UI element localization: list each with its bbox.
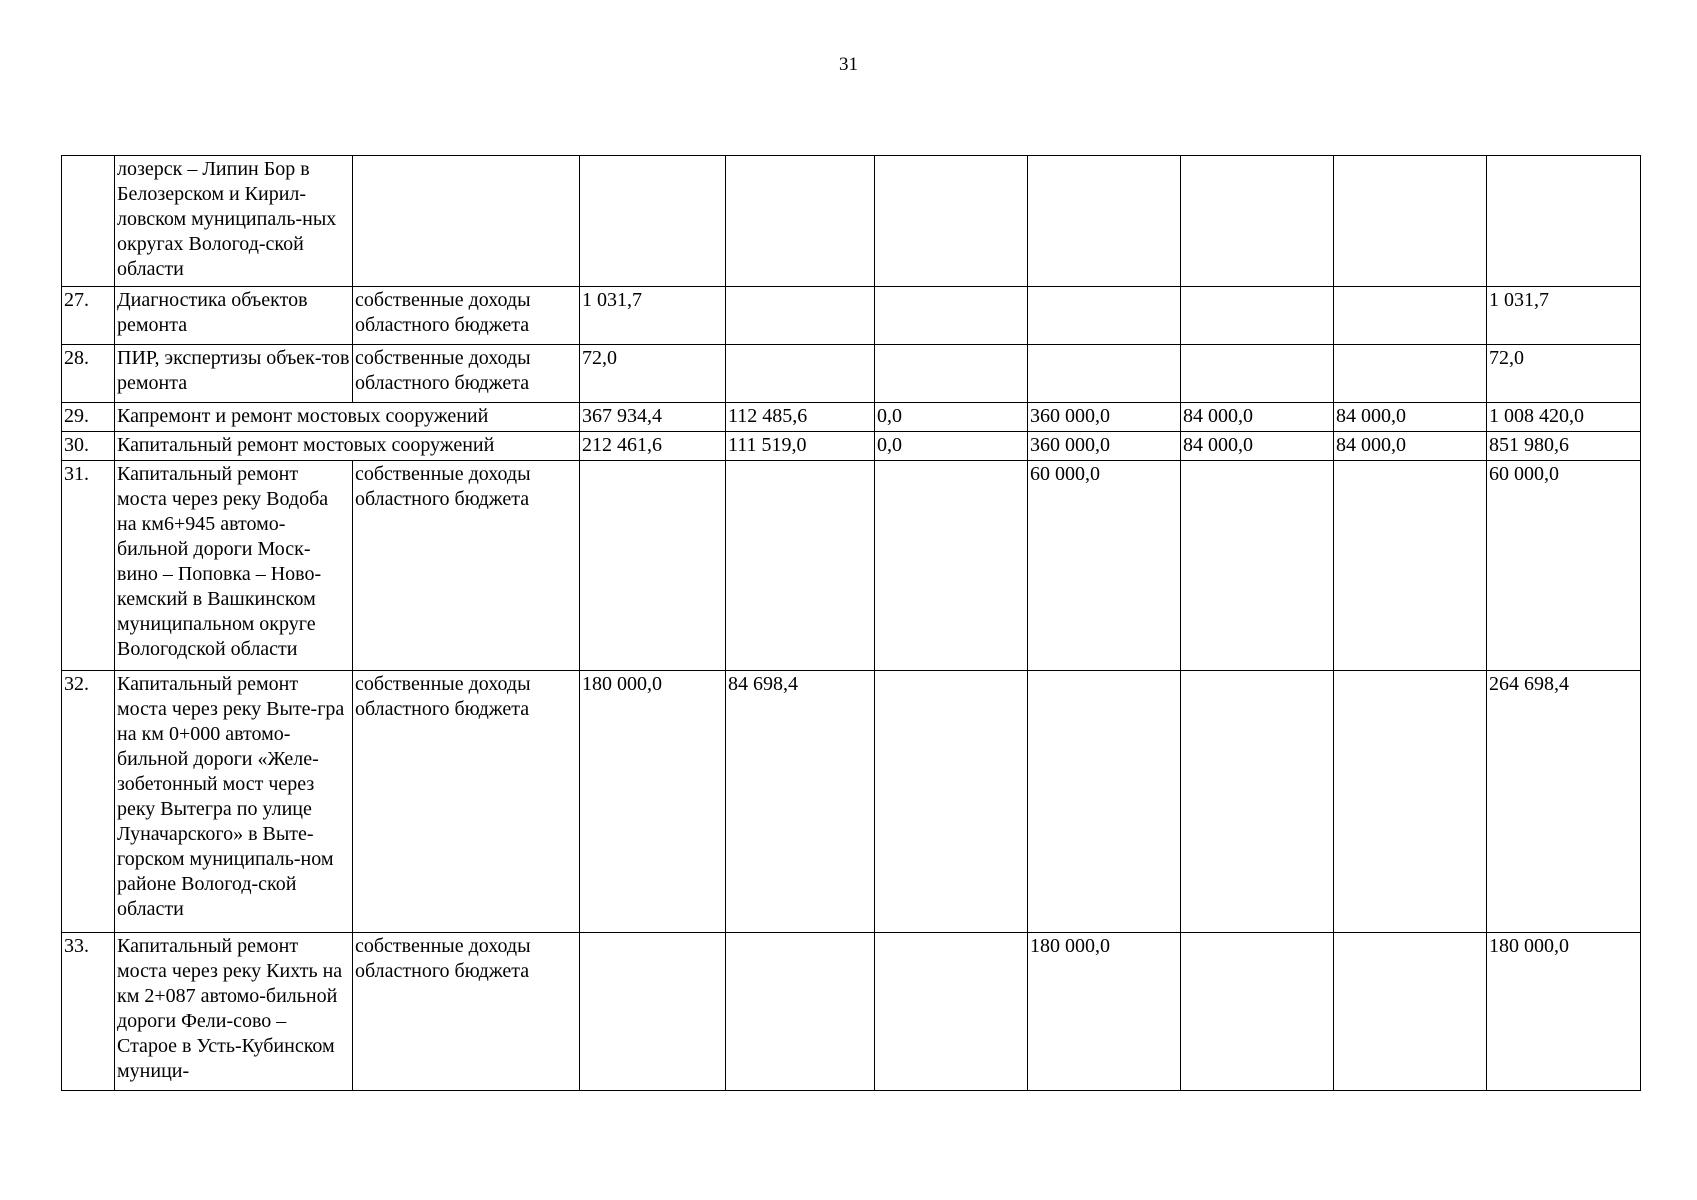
table-row	[62, 671, 1641, 933]
table-row	[62, 287, 1641, 345]
budget-table	[61, 155, 1641, 1091]
value-cell	[1181, 933, 1334, 1091]
object-name: Капремонт и ремонт мостовых сооружений	[115, 403, 580, 432]
value-cell	[1028, 287, 1181, 345]
value-cell: 367 934,4	[580, 403, 726, 432]
value-cell: 84 000,0	[1181, 432, 1334, 461]
object-name: Капитальный ремонт моста через реку Водоба на км6+945 автомо-бильной дороги Моск-вино – Поповка – Ново-кемский в Вашкинском муниципальном округе Вологодской области	[115, 461, 353, 671]
value-cell: 84 698,4	[726, 671, 875, 933]
funding-source: собственные доходы областного бюджета	[353, 933, 580, 1091]
funding-source	[353, 156, 580, 287]
value-cell	[875, 461, 1028, 671]
value-cell	[1181, 156, 1334, 287]
total-cell	[1487, 156, 1641, 287]
row-number: 31.	[62, 461, 115, 671]
value-cell: 0,0	[875, 403, 1028, 432]
value-cell	[1334, 345, 1487, 403]
object-name: Диагностика объектов ремонта	[115, 287, 353, 345]
total-cell: 72,0	[1487, 345, 1641, 403]
funding-source: собственные доходы областного бюджета	[353, 671, 580, 933]
value-cell: 360 000,0	[1028, 403, 1181, 432]
row-number: 30.	[62, 432, 115, 461]
funding-source: собственные доходы областного бюджета	[353, 345, 580, 403]
value-cell	[1334, 933, 1487, 1091]
value-cell: 180 000,0	[1028, 933, 1181, 1091]
value-cell	[1028, 671, 1181, 933]
value-cell	[875, 671, 1028, 933]
table-row	[62, 461, 1641, 671]
funding-source: собственные доходы областного бюджета	[353, 287, 580, 345]
object-name: Капитальный ремонт моста через реку Выте-гра на км 0+000 автомо-бильной дороги «Желе-зобетонный мост через реку Вытегра по улице Луначарского» в Выте-горском муниципаль-ном районе Вологод-ской области	[115, 671, 353, 933]
value-cell	[580, 461, 726, 671]
value-cell	[875, 345, 1028, 403]
total-cell: 851 980,6	[1487, 432, 1641, 461]
value-cell: 72,0	[580, 345, 726, 403]
table-row	[62, 403, 1641, 432]
table-row	[62, 933, 1641, 1091]
value-cell: 180 000,0	[580, 671, 726, 933]
total-cell: 1 031,7	[1487, 287, 1641, 345]
total-cell: 264 698,4	[1487, 671, 1641, 933]
row-number	[62, 156, 115, 287]
value-cell	[1028, 345, 1181, 403]
row-number: 32.	[62, 671, 115, 933]
total-cell: 180 000,0	[1487, 933, 1641, 1091]
value-cell	[875, 287, 1028, 345]
value-cell: 212 461,6	[580, 432, 726, 461]
table-row	[62, 345, 1641, 403]
value-cell: 0,0	[875, 432, 1028, 461]
value-cell: 84 000,0	[1334, 403, 1487, 432]
value-cell	[875, 156, 1028, 287]
value-cell	[580, 933, 726, 1091]
value-cell	[1334, 461, 1487, 671]
value-cell	[1028, 156, 1181, 287]
table-row	[62, 156, 1641, 287]
object-name: Капитальный ремонт моста через реку Кихть на км 2+087 автомо-бильной дороги Фели-сово – Старое в Усть-Кубинском муници-	[115, 933, 353, 1091]
value-cell	[726, 933, 875, 1091]
value-cell	[726, 461, 875, 671]
total-cell: 1 008 420,0	[1487, 403, 1641, 432]
value-cell: 112 485,6	[726, 403, 875, 432]
value-cell: 111 519,0	[726, 432, 875, 461]
value-cell	[1334, 671, 1487, 933]
value-cell: 360 000,0	[1028, 432, 1181, 461]
value-cell	[1181, 671, 1334, 933]
value-cell	[1334, 156, 1487, 287]
value-cell	[726, 156, 875, 287]
value-cell	[1181, 345, 1334, 403]
object-name: ПИР, экспертизы объек-тов ремонта	[115, 345, 353, 403]
table-row	[62, 432, 1641, 461]
value-cell: 60 000,0	[1028, 461, 1181, 671]
value-cell: 1 031,7	[580, 287, 726, 345]
value-cell: 84 000,0	[1181, 403, 1334, 432]
funding-source: собственные доходы областного бюджета	[353, 461, 580, 671]
row-number: 29.	[62, 403, 115, 432]
value-cell	[580, 156, 726, 287]
row-number: 27.	[62, 287, 115, 345]
row-number: 33.	[62, 933, 115, 1091]
value-cell	[1181, 287, 1334, 345]
page-number: 31	[839, 54, 858, 75]
object-name: лозерск – Липин Бор в Белозерском и Кирил-ловском муниципаль-ных округах Вологод-ской области	[115, 156, 353, 287]
value-cell	[726, 287, 875, 345]
value-cell	[726, 345, 875, 403]
object-name: Капитальный ремонт мостовых сооружений	[115, 432, 580, 461]
total-cell: 60 000,0	[1487, 461, 1641, 671]
row-number: 28.	[62, 345, 115, 403]
value-cell	[875, 933, 1028, 1091]
value-cell	[1334, 287, 1487, 345]
value-cell: 84 000,0	[1334, 432, 1487, 461]
value-cell	[1181, 461, 1334, 671]
